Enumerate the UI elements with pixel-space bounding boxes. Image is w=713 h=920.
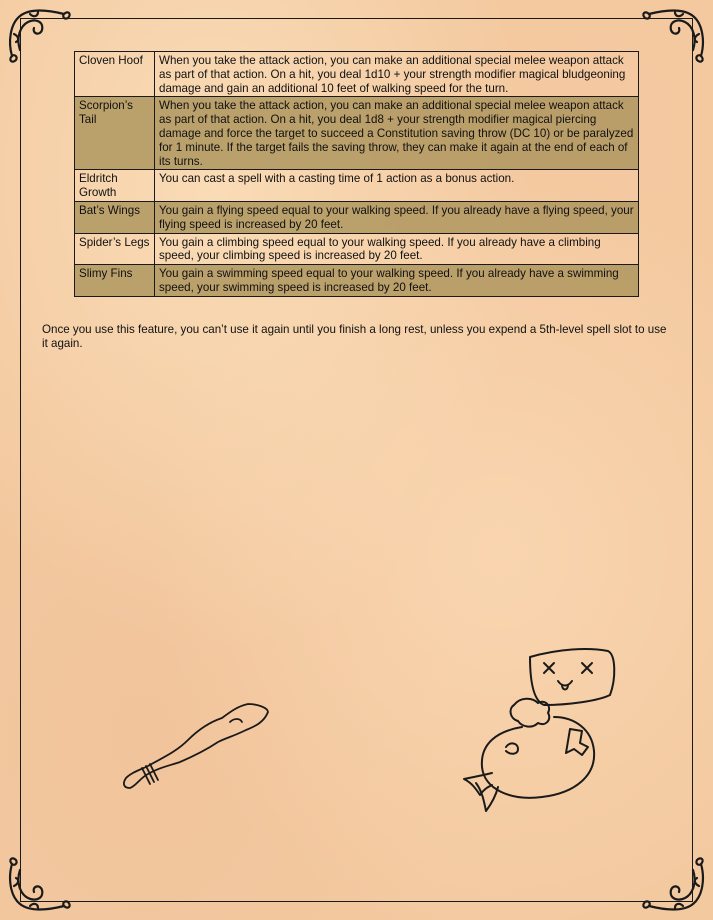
table-row bbox=[75, 265, 639, 297]
corner-flourish bbox=[639, 856, 709, 916]
feature-effect: You gain a swimming speed equal to your walking speed. If you already have a swimming speed, your swimming speed is increased by 20 feet. bbox=[155, 265, 639, 297]
feature-name: Slimy Fins bbox=[75, 265, 155, 297]
table-row bbox=[75, 97, 639, 170]
sack-creature-doodle bbox=[458, 643, 623, 818]
corner-flourish bbox=[4, 856, 74, 916]
corner-flourish bbox=[4, 4, 74, 64]
feature-name: Bat’s Wings bbox=[75, 201, 155, 233]
feature-name: Scorpion’s Tail bbox=[75, 97, 155, 170]
feature-effect: When you take the attack action, you can make an additional special melee weapon attack as part of that action. On a hit, you deal 1d10 + your strength modifier magical bludgeoning damage and gain an additional 10 feet of walking speed for the turn. bbox=[155, 52, 639, 97]
table-row bbox=[75, 201, 639, 233]
table-row bbox=[75, 170, 639, 202]
feature-name: Cloven Hoof bbox=[75, 52, 155, 97]
table-row bbox=[75, 233, 639, 265]
feature-effect: You gain a flying speed equal to your walking speed. If you already have a flying speed, your flying speed is increased by 20 feet. bbox=[155, 201, 639, 233]
feature-name: Spider’s Legs bbox=[75, 233, 155, 265]
transformation-table bbox=[74, 51, 639, 297]
corner-flourish bbox=[639, 4, 709, 64]
table-row bbox=[75, 52, 639, 97]
club-doodle bbox=[118, 700, 273, 795]
feature-effect: You gain a climbing speed equal to your walking speed. If you already have a climbing speed, your climbing speed is increased by 20 feet. bbox=[155, 233, 639, 265]
feature-effect: You can cast a spell with a casting time of 1 action as a bonus action. bbox=[155, 170, 639, 202]
feature-name: Eldritch Growth bbox=[75, 170, 155, 202]
feature-effect: When you take the attack action, you can make an additional special melee weapon attack as part of that action. On a hit, you deal 1d8 + your strength modifier magical piercing damage and force the target to succeed a Constitution saving throw (DC 10) or be paralyzed for 1 minute. If the target fails the saving throw, they can make it again at the end of each of its turns. bbox=[155, 97, 639, 170]
usage-note: Once you use this feature, you can’t use it again until you finish a long rest, unless you expend a 5th-level spell slot to use it again. bbox=[42, 322, 667, 350]
